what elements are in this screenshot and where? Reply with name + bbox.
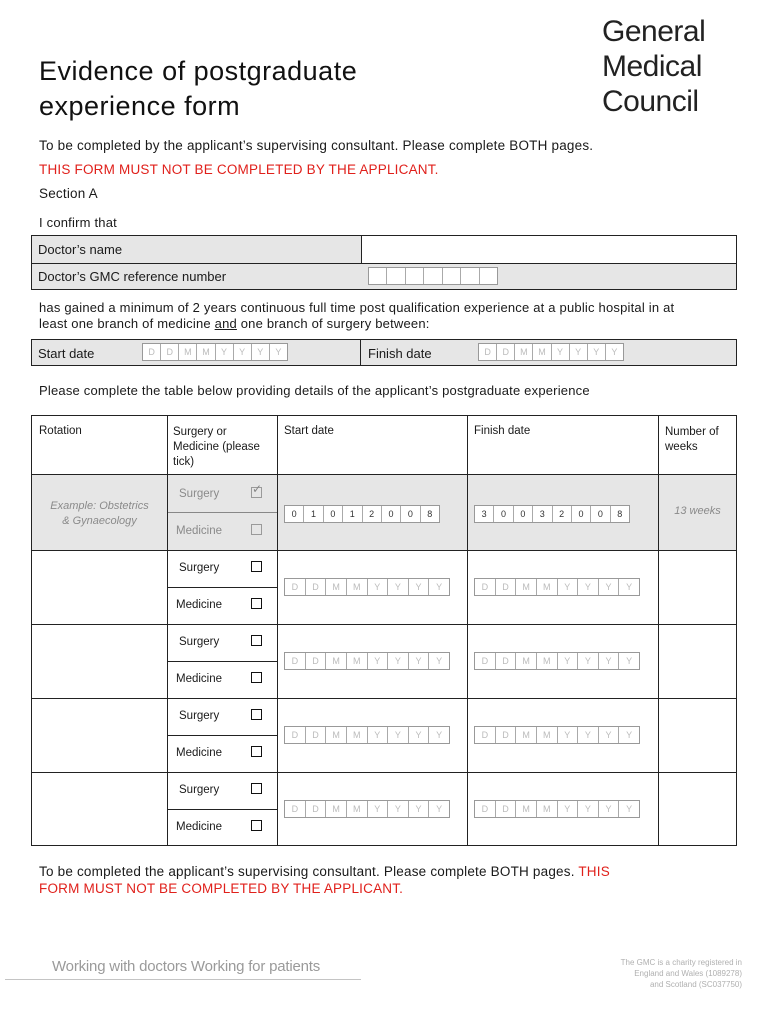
- date-placeholder-digit[interactable]: D: [285, 653, 306, 669]
- date-placeholder-digit[interactable]: D: [306, 801, 327, 817]
- date-placeholder-digit[interactable]: D: [285, 801, 306, 817]
- date-placeholder-digit[interactable]: D: [497, 344, 515, 360]
- experience-line2: [39, 316, 430, 331]
- date-placeholder-digit[interactable]: D: [475, 653, 496, 669]
- date-placeholder-digit[interactable]: M: [516, 801, 537, 817]
- date-placeholder-digit[interactable]: M: [516, 727, 537, 743]
- form-title: [39, 54, 357, 124]
- header-start-date: Start date: [284, 425, 334, 437]
- section-heading: Section A: [39, 186, 98, 201]
- start-date-field-4[interactable]: [284, 800, 450, 818]
- example-start-digit: 0: [285, 506, 304, 522]
- weeks-input-2[interactable]: [659, 625, 736, 697]
- example-finish-digit: 0: [494, 506, 513, 522]
- date-placeholder-digit[interactable]: Y: [558, 579, 579, 595]
- doctor-name-field[interactable]: [362, 236, 736, 264]
- weeks-input-4[interactable]: [659, 773, 736, 845]
- example-finish-digit: 2: [553, 506, 572, 522]
- date-placeholder-digit[interactable]: D: [475, 801, 496, 817]
- date-placeholder-digit[interactable]: Y: [626, 730, 633, 740]
- rotation-input-1[interactable]: [32, 551, 166, 623]
- date-placeholder-digit[interactable]: D: [475, 579, 496, 595]
- logo-line3: Council: [602, 85, 699, 118]
- date-placeholder-digit[interactable]: Y: [388, 801, 409, 817]
- date-placeholder-digit[interactable]: Y: [368, 727, 389, 743]
- date-placeholder-digit[interactable]: Y: [234, 344, 252, 360]
- medicine-checkbox-4[interactable]: [251, 820, 262, 831]
- date-placeholder-digit[interactable]: Y: [578, 579, 599, 595]
- date-placeholder-digit[interactable]: Y: [252, 344, 270, 360]
- footer-tagline: Working with doctors Working for patients: [52, 958, 321, 975]
- example-finish-digit: 0: [514, 506, 533, 522]
- date-placeholder-digit[interactable]: Y: [558, 801, 579, 817]
- date-placeholder-digit[interactable]: M: [533, 344, 551, 360]
- date-placeholder-digit[interactable]: Y: [558, 727, 579, 743]
- date-placeholder-digit[interactable]: M: [326, 653, 347, 669]
- example-finish-digit: 0: [591, 506, 610, 522]
- gmc-number-field[interactable]: [368, 267, 498, 285]
- logo-line1: General: [602, 15, 706, 48]
- example-finish-digit: 3: [533, 506, 552, 522]
- example-start-digit: 0: [382, 506, 401, 522]
- surgery-label-1: Surgery: [179, 562, 220, 574]
- weeks-input-1[interactable]: [659, 551, 736, 623]
- date-placeholder-digit[interactable]: M: [347, 801, 368, 817]
- footer-note-warning-b: FORM MUST NOT BE COMPLETED BY THE APPLICANT.: [39, 881, 404, 896]
- experience-table: [31, 415, 737, 846]
- date-placeholder-digit[interactable]: D: [161, 344, 179, 360]
- date-placeholder-digit[interactable]: Y: [368, 653, 389, 669]
- finish-date-field-1[interactable]: [474, 578, 640, 596]
- date-placeholder-digit[interactable]: Y: [436, 804, 443, 814]
- example-medicine-checkbox: [251, 524, 262, 535]
- form-title-line1: Evidence of postgraduate: [39, 56, 358, 86]
- date-placeholder-digit[interactable]: Y: [216, 344, 234, 360]
- gmc-logo: [602, 14, 705, 119]
- medicine-label-1: Medicine: [176, 599, 223, 611]
- surgery-checkbox-3[interactable]: [251, 709, 262, 720]
- date-placeholder-digit[interactable]: D: [143, 344, 161, 360]
- medicine-label-2: Medicine: [176, 673, 223, 685]
- date-range-row: [31, 339, 737, 366]
- date-placeholder-digit[interactable]: M: [515, 344, 533, 360]
- date-placeholder-digit[interactable]: M: [516, 579, 537, 595]
- gmc-number-row: [32, 264, 736, 289]
- date-placeholder-digit[interactable]: Y: [558, 653, 579, 669]
- date-placeholder-digit[interactable]: Y: [409, 579, 430, 595]
- surgery-label-4: Surgery: [179, 784, 220, 796]
- form-title-line2: experience form: [39, 91, 241, 121]
- date-placeholder-digit[interactable]: D: [306, 727, 327, 743]
- example-start-digit: 2: [363, 506, 382, 522]
- example-start-digit: 1: [343, 506, 362, 522]
- date-placeholder-digit[interactable]: Y: [552, 344, 570, 360]
- date-placeholder-digit[interactable]: Y: [626, 582, 633, 592]
- experience-line2-b: one branch of surgery between:: [236, 316, 430, 331]
- date-placeholder-digit[interactable]: M: [537, 579, 558, 595]
- doctor-name-label: Doctor’s name: [38, 242, 123, 257]
- start-date-field[interactable]: [142, 343, 288, 361]
- example-finish-digit: 3: [475, 506, 494, 522]
- date-placeholder-digit[interactable]: M: [347, 653, 368, 669]
- date-placeholder-digit[interactable]: M: [197, 344, 215, 360]
- example-start-date: [284, 505, 440, 523]
- finish-date-label: Finish date: [368, 346, 432, 361]
- date-placeholder-digit[interactable]: Y: [436, 656, 443, 666]
- date-placeholder-digit[interactable]: M: [347, 727, 368, 743]
- date-placeholder-digit[interactable]: D: [306, 579, 327, 595]
- medicine-checkbox-3[interactable]: [251, 746, 262, 757]
- start-date-field-2[interactable]: [284, 652, 450, 670]
- example-surgery-label: Surgery: [179, 488, 220, 500]
- date-placeholder-digit[interactable]: Y: [388, 727, 409, 743]
- date-placeholder-digit[interactable]: M: [179, 344, 197, 360]
- intro-instruction: To be completed by the applicant’s supervising consultant. Please complete BOTH pages.: [39, 138, 594, 153]
- date-placeholder-digit[interactable]: Y: [599, 727, 620, 743]
- date-placeholder-digit[interactable]: D: [285, 727, 306, 743]
- date-placeholder-digit[interactable]: Y: [409, 727, 430, 743]
- logo-line2: Medical: [602, 50, 702, 83]
- date-placeholder-digit[interactable]: Y: [409, 801, 430, 817]
- date-placeholder-digit[interactable]: Y: [578, 801, 599, 817]
- confirm-text: I confirm that: [39, 215, 117, 230]
- date-placeholder-digit[interactable]: Y: [588, 344, 606, 360]
- weeks-input-3[interactable]: [659, 699, 736, 771]
- charity-line2: England and Wales (1089278): [634, 969, 742, 978]
- example-finish-digit: 8: [617, 509, 623, 519]
- date-placeholder-digit[interactable]: Y: [626, 656, 633, 666]
- start-date-field-3[interactable]: [284, 726, 450, 744]
- example-medicine-label: Medicine: [176, 525, 223, 537]
- date-placeholder-digit[interactable]: D: [496, 653, 517, 669]
- date-placeholder-digit[interactable]: M: [537, 727, 558, 743]
- surgery-checkbox-2[interactable]: [251, 635, 262, 646]
- header-rotation: Rotation: [39, 425, 82, 437]
- date-placeholder-digit[interactable]: Y: [388, 579, 409, 595]
- header-surgery-medicine: Surgery or Medicine (please tick): [173, 426, 260, 468]
- medicine-checkbox-2[interactable]: [251, 672, 262, 683]
- date-placeholder-digit[interactable]: Y: [436, 730, 443, 740]
- surgery-checkbox-1[interactable]: [251, 561, 262, 572]
- rotation-input-3[interactable]: [32, 699, 166, 771]
- example-finish-date: [474, 505, 630, 523]
- start-date-field-1[interactable]: [284, 578, 450, 596]
- date-placeholder-digit[interactable]: D: [496, 579, 517, 595]
- experience-line1: has gained a minimum of 2 years continuous full time post qualification experience at a public hospital in at: [39, 300, 675, 315]
- date-placeholder-digit[interactable]: M: [537, 653, 558, 669]
- date-placeholder-digit[interactable]: Y: [409, 653, 430, 669]
- date-placeholder-digit[interactable]: Y: [578, 727, 599, 743]
- example-start-digit: 0: [324, 506, 343, 522]
- date-placeholder-digit[interactable]: Y: [578, 653, 599, 669]
- example-weeks: 13 weeks: [674, 505, 721, 517]
- date-placeholder-digit[interactable]: Y: [599, 801, 620, 817]
- date-placeholder-digit[interactable]: D: [475, 727, 496, 743]
- footer-rule: [5, 979, 361, 980]
- date-placeholder-digit[interactable]: Y: [368, 579, 389, 595]
- start-date-label: Start date: [38, 346, 95, 361]
- footer-charity: [560, 957, 742, 990]
- charity-line1: The GMC is a charity registered in: [620, 958, 742, 967]
- date-placeholder-digit[interactable]: D: [285, 579, 306, 595]
- finish-date-field-4[interactable]: [474, 800, 640, 818]
- medicine-label-4: Medicine: [176, 821, 223, 833]
- date-placeholder-digit[interactable]: Y: [626, 804, 633, 814]
- footer-note-warning-a: THIS: [578, 864, 610, 879]
- intro-warning: THIS FORM MUST NOT BE COMPLETED BY THE APPLICANT.: [39, 162, 439, 177]
- finish-date-field-2[interactable]: [474, 652, 640, 670]
- doctor-details-table: [31, 235, 737, 290]
- date-row-divider: [360, 340, 361, 365]
- header-weeks: Number of weeks: [665, 426, 719, 453]
- date-placeholder-digit[interactable]: Y: [388, 653, 409, 669]
- date-placeholder-digit[interactable]: D: [496, 727, 517, 743]
- table-intro: Please complete the table below providing details of the applicant’s postgraduate experience: [39, 383, 590, 398]
- finish-date-field-3[interactable]: [474, 726, 640, 744]
- date-placeholder-digit[interactable]: M: [347, 579, 368, 595]
- surgery-label-3: Surgery: [179, 710, 220, 722]
- date-placeholder-digit[interactable]: D: [479, 344, 497, 360]
- example-start-digit: 0: [401, 506, 420, 522]
- doctor-name-label-cell: [32, 236, 362, 264]
- medicine-checkbox-1[interactable]: [251, 598, 262, 609]
- gmc-number-label: Doctor’s GMC reference number: [38, 269, 227, 284]
- date-placeholder-digit[interactable]: Y: [611, 347, 618, 357]
- date-placeholder-digit[interactable]: M: [326, 727, 347, 743]
- charity-line3: and Scotland (SC037750): [649, 980, 742, 989]
- footer-note-instruction: To be completed the applicant’s supervising consultant. Please complete BOTH pages.: [39, 864, 579, 879]
- medicine-label-3: Medicine: [176, 747, 223, 759]
- example-start-digit: 8: [427, 509, 433, 519]
- example-rotation: Example: Obstetrics & Gynaecology: [50, 500, 149, 527]
- footer-note: [39, 863, 719, 897]
- example-finish-digit: 0: [572, 506, 591, 522]
- date-placeholder-digit[interactable]: Y: [599, 579, 620, 595]
- surgery-label-2: Surgery: [179, 636, 220, 648]
- date-placeholder-digit[interactable]: Y: [368, 801, 389, 817]
- date-placeholder-digit[interactable]: Y: [570, 344, 588, 360]
- finish-date-field[interactable]: [478, 343, 624, 361]
- date-placeholder-digit[interactable]: M: [326, 801, 347, 817]
- date-placeholder-digit[interactable]: M: [537, 801, 558, 817]
- date-placeholder-digit[interactable]: Y: [436, 582, 443, 592]
- date-placeholder-digit[interactable]: Y: [599, 653, 620, 669]
- date-placeholder-digit[interactable]: Y: [275, 347, 282, 357]
- example-start-digit: 1: [304, 506, 323, 522]
- header-finish-date: Finish date: [474, 425, 531, 437]
- rotation-input-4[interactable]: [32, 773, 166, 845]
- date-placeholder-digit[interactable]: M: [326, 579, 347, 595]
- rotation-input-2[interactable]: [32, 625, 166, 697]
- surgery-checkbox-4[interactable]: [251, 783, 262, 794]
- experience-and: and: [214, 316, 237, 331]
- example-tick-icon: ✓: [252, 482, 263, 496]
- experience-line2-a: least one branch of medicine: [39, 316, 215, 331]
- date-placeholder-digit[interactable]: D: [496, 801, 517, 817]
- date-placeholder-digit[interactable]: D: [306, 653, 327, 669]
- date-placeholder-digit[interactable]: M: [516, 653, 537, 669]
